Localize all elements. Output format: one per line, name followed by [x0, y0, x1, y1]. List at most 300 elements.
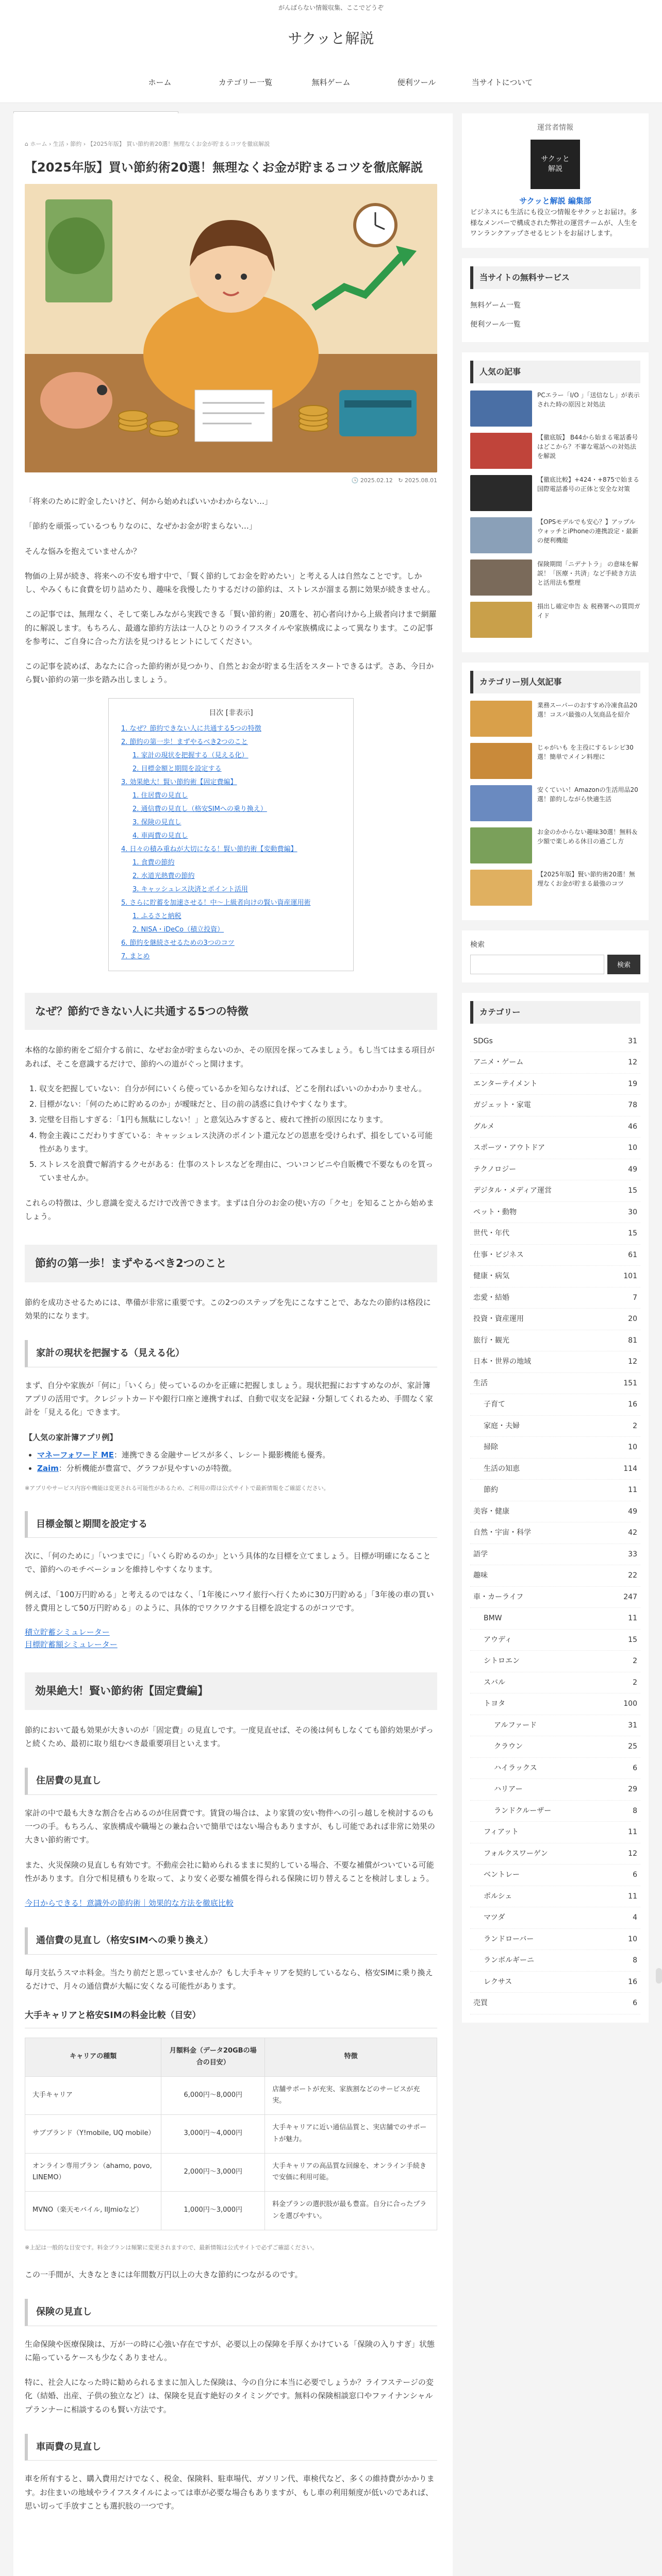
category-name: 世代・年代: [473, 1229, 509, 1238]
category-name: 自然・宇宙・科学: [473, 1529, 531, 1537]
category-name: ベントレー: [484, 1871, 520, 1879]
category-item[interactable]: [470, 1373, 640, 1395]
category-count: 8: [633, 1806, 637, 1815]
service-link[interactable]: 無料ゲーム一覧: [470, 301, 521, 310]
article-thumbnail: [470, 517, 532, 553]
toc-subitem: [133, 870, 341, 883]
scroll-to-top-handle[interactable]: [656, 1968, 662, 1984]
category-item[interactable]: [470, 1287, 640, 1309]
toc-subitem: [133, 762, 341, 776]
article-title: お金のかからない趣味30選！無料＆少額で楽しめる休日の過ごし方: [537, 828, 638, 845]
category-item[interactable]: [470, 1501, 640, 1523]
table-header-cell: キャリアの種類: [25, 2038, 161, 2077]
category-item[interactable]: [470, 1309, 640, 1330]
category-item[interactable]: [470, 1416, 640, 1437]
category-count: 30: [628, 1208, 637, 1216]
category-item[interactable]: [470, 1651, 640, 1672]
table-cell: 1,000円〜3,000円: [161, 2192, 265, 2230]
article-title: 安くていい！Amazonの生活用品20選！節約しながら快適生活: [537, 786, 638, 803]
category-item[interactable]: [470, 1202, 640, 1224]
category-item[interactable]: [470, 1822, 640, 1843]
paragraph: 「節約を頑張っているつもりなのに、なぜかお金が貯まらない…」: [25, 521, 257, 531]
category-count: 46: [628, 1122, 637, 1131]
category-item[interactable]: [470, 1565, 640, 1587]
article-thumbnail: [470, 785, 532, 821]
article-thumbnail: [470, 743, 532, 779]
toc-subitem: [133, 883, 341, 896]
feature-list: [25, 1082, 437, 1185]
category-count: 15: [628, 1187, 637, 1195]
category-item[interactable]: [470, 1031, 640, 1053]
nav-item[interactable]: ホーム: [148, 78, 172, 87]
category-item[interactable]: [470, 1116, 640, 1138]
popular-article[interactable]: [470, 560, 640, 596]
breadcrumb-item[interactable]: ホーム: [30, 141, 47, 147]
toc-item: [121, 896, 341, 937]
avatar: [531, 140, 580, 189]
table-title: 大手キャリアと格安SIMの料金比較（目安）: [25, 2008, 437, 2028]
paragraph: 本格的な節約術をご紹介する前に、なぜお金が貯まらないのか、その原因を探ってみましょう。もし当てはまる項目があれば、そこを意識するだけで、節約への道がぐっと開けます。: [25, 1045, 435, 1069]
table-header-cell: 特徴: [265, 2038, 437, 2077]
category-name: スポーツ・アウトドア: [473, 1144, 545, 1153]
paragraph: 毎月支払うスマホ料金。当たり前だと思っていませんか？もし大手キャリアを契約しているなら、格安SIMに乗り換えるだけで、月々の通信費が大幅に安くなる可能性があります。: [25, 1968, 433, 1991]
category-item[interactable]: [470, 1052, 640, 1074]
category-count: 247: [623, 1592, 637, 1601]
profile-name[interactable]: サクッと解説 編集部: [519, 196, 591, 206]
category-count: 29: [628, 1785, 637, 1794]
category-count: 81: [628, 1336, 637, 1345]
recommend-article[interactable]: [470, 743, 640, 779]
toc-subitem: [133, 789, 341, 803]
site-tagline: がんばらない情報収集、ここでどうぞ: [0, 0, 662, 15]
category-item[interactable]: [470, 1587, 640, 1608]
apps-note: ※アプリやサービス内容や機能は変更される可能性があるため、ご利用の際は公式サイトで最新情報をご確認ください。: [25, 1485, 329, 1492]
toc-item: [121, 722, 341, 736]
category-item[interactable]: [470, 1843, 640, 1865]
category-item[interactable]: [470, 1266, 640, 1287]
toc-link[interactable]: 1. なぜ？節約できない人に共通する5つの特徴: [121, 724, 261, 733]
table-row: [25, 2192, 437, 2230]
table-cell: 3,000円〜4,000円: [161, 2115, 265, 2154]
subsection-heading: 住居費の見直し: [25, 1768, 437, 1795]
profile-label: 運営者情報: [537, 124, 573, 132]
category-item[interactable]: [470, 1159, 640, 1181]
avatar-text: サクッと: [541, 155, 570, 164]
toc-link[interactable]: 1. ふるさと納税: [133, 912, 181, 920]
table-row: [25, 2115, 437, 2154]
table-cell: オンライン専用プラン（ahamo, povo, LINEMO）: [25, 2153, 161, 2192]
category-name: 節約: [484, 1486, 498, 1495]
toc-link[interactable]: 4. 日々の積み重ねが大切になる！賢い節約術【変動費編】: [121, 845, 297, 853]
article-title: PCエラー「I/O 」「送信なし」が表示された時の原因と対処法: [537, 392, 640, 409]
sidebar: [462, 113, 649, 2576]
category-name: マツダ: [484, 1913, 505, 1922]
category-item[interactable]: [470, 1993, 640, 2014]
article-title: 【徹底比較】+424・+875で始まる国際電話番号の正体と安全な対策: [537, 476, 639, 493]
categories-widget: [462, 993, 649, 2023]
paragraph: これらの特徴は、少し意識を変えるだけで改善できます。まずは自分のお金の使い方の「クセ」を知ることから始めましょう。: [25, 1198, 434, 1221]
section-heading: 節約の第一歩！まずやるべき2つのこと: [25, 1245, 437, 1282]
category-item[interactable]: [470, 1886, 640, 1908]
toc-link[interactable]: 6. 節約を継続させるための3つのコツ: [121, 939, 235, 947]
widget-heading: 人気の記事: [470, 361, 640, 383]
subsection-heading: 車両費の見直し: [25, 2434, 437, 2461]
toc-item: [121, 950, 341, 963]
category-count: 4: [633, 1913, 637, 1922]
category-item[interactable]: [470, 1245, 640, 1266]
category-item[interactable]: [470, 1138, 640, 1159]
category-name: 投資・資産運用: [473, 1315, 524, 1324]
recommend-article[interactable]: [470, 827, 640, 863]
list-item: 5. ストレスを浪費で解消するクセがある：仕事のストレスなどを理由に、ついコンビニや自販機で不要なものを買っていませんか。: [39, 1158, 437, 1185]
article-title: 業務スーパーのおすすめ冷凍食品20選！コスパ最強の人気商品を紹介: [537, 702, 638, 719]
category-count: 16: [628, 1400, 637, 1409]
global-nav: [0, 62, 662, 103]
avatar-text: 解説: [548, 164, 562, 173]
category-name: ランボルギーニ: [484, 1956, 534, 1965]
popular-article[interactable]: [470, 517, 640, 553]
category-item[interactable]: [470, 1394, 640, 1416]
toc-link[interactable]: 2. 通信費の見直し（格安SIMへの乗り換え）: [133, 805, 267, 813]
category-count: 100: [623, 1700, 637, 1708]
service-link[interactable]: 便利ツール一覧: [470, 320, 521, 329]
category-name: アウディ: [484, 1635, 512, 1644]
category-item[interactable]: [470, 1223, 640, 1245]
paragraph: そんな悩みを抱えていませんか？: [25, 546, 141, 556]
toc-link[interactable]: 5. さらに貯蓄を加速させる！中〜上級者向けの賢い資産運用術: [121, 899, 311, 907]
table-cell: 2,000円〜3,000円: [161, 2153, 265, 2192]
toc-link[interactable]: 3. キャッシュレス決済とポイント活用: [133, 885, 248, 893]
toc-link[interactable]: 7. まとめ: [121, 952, 150, 960]
category-count: 15: [628, 1229, 637, 1238]
category-item[interactable]: [470, 1758, 640, 1780]
category-item[interactable]: [470, 1459, 640, 1480]
category-name: トヨタ: [484, 1700, 505, 1708]
app-item: [37, 1448, 437, 1462]
paragraph: また、火災保険の見直しも有効です。不動産会社に勧められるままに契約している場合、不要な補償がついている可能性があります。自分で相見積もりを取って、より安く必要な補償を得られる保険に切り替えることを検討しましょう。: [25, 1860, 434, 1883]
recommend-article[interactable]: [470, 701, 640, 737]
category-item[interactable]: [470, 1095, 640, 1116]
widget-heading: カテゴリー: [470, 1001, 640, 1024]
paragraph: 節約において最も効果が大きいのが「固定費」の見直しです。一度見直せば、その後は何もしなくても節約効果がずっと続くため、最初に取り組むべき最重要項目といえます。: [25, 1725, 434, 1749]
popular-article[interactable]: [470, 391, 640, 427]
eyecatch-image: [25, 184, 437, 472]
table-note: ※上記は一般的な目安です。料金プランは頻繁に変更されますので、最新情報は公式サイトで必ずご確認ください。: [25, 2244, 318, 2251]
category-item[interactable]: [470, 1180, 640, 1202]
toc-subitem: [133, 749, 341, 762]
category-name: 趣味: [473, 1571, 488, 1580]
category-name: ハイラックス: [494, 1764, 537, 1772]
breadcrumb: [25, 139, 437, 149]
category-name: 恋愛・結婚: [473, 1293, 509, 1302]
popular-widget: [462, 352, 649, 652]
table-header-cell: 月額料金（データ20GBの場合の目安）: [161, 2038, 265, 2077]
category-count: 11: [628, 1828, 637, 1837]
profile-description: ビジネスにも生活にも役立つ情報をサクッとお届け。多様なメンバーで構成された弊社の運営チームが、人生をワンランクアップさせるヒントをお届けします。: [470, 208, 638, 238]
recommend-article[interactable]: [470, 785, 640, 821]
category-item[interactable]: [470, 1972, 640, 1993]
table-cell: サブブランド（Y!mobile, UQ mobile）: [25, 2115, 161, 2154]
category-count: 6: [633, 1871, 637, 1879]
list-item: 4. 物金主義にこだわりすぎている：キャッシュレス決済のポイント還元などの恩恵を受けられず、損をしている可能性があります。: [39, 1129, 437, 1156]
category-name: 売買: [473, 1999, 488, 2008]
category-count: 22: [628, 1571, 637, 1580]
nav-item[interactable]: 無料ゲーム: [311, 78, 351, 87]
paragraph: この記事を読めば、あなたに合った節約術が見つかり、自然とお金が貯まる生活をスタートできるはず。さあ、今日から賢い節約の第一歩を踏み出しましょう。: [25, 662, 434, 685]
category-count: 2: [633, 1421, 637, 1430]
subsection-heading: 通信費の見直し（格安SIMへの乗り換え）: [25, 1927, 437, 1955]
category-name: ペット・動物: [473, 1208, 517, 1216]
toc-subitem: [133, 829, 341, 843]
article-title: 【2025年版】買い節約術20選！無理なくお金が貯まるコツを徹底解説: [25, 160, 423, 175]
toc-link[interactable]: 2. 節約の第一歩！まずやるべき2つのこと: [121, 738, 248, 746]
article-thumbnail: [470, 701, 532, 737]
app-desc: ：連携できる金融サービスが多く、レシート撮影機能も優秀。: [113, 1450, 330, 1460]
toc-link[interactable]: 4. 車両費の見直し: [133, 832, 188, 840]
popular-article[interactable]: [470, 433, 640, 469]
app-item: [37, 1462, 437, 1475]
article-thumbnail: [470, 433, 532, 469]
main-article: [13, 113, 453, 2576]
category-count: 12: [628, 1058, 637, 1067]
category-item[interactable]: [470, 1330, 640, 1352]
paragraph: 次に、「何のために」「いつまでに」「いくら貯めるのか」という具体的な目標を立てましょう。目標が明確になることで、節約へのモチベーションを維持しやすくなります。: [25, 1551, 431, 1574]
paragraph: 車を所有すると、購入費用だけでなく、税金、保険料、駐車場代、ガソリン代、車検代など、多くの維持費がかかります。お住まいの地域やライフスタイルによっては車が必要な場合もありますが、もし車の利用頻度が低いのであれば、思い切って手放すことも選択肢の一つです。: [25, 2474, 435, 2511]
category-count: 11: [628, 1892, 637, 1901]
date-updated-icon: ↻: [398, 477, 403, 484]
category-name: ランドローバー: [484, 1935, 534, 1943]
popular-article[interactable]: [470, 602, 640, 638]
toc-title[interactable]: 目次 [非表示]: [209, 708, 253, 717]
category-name: 生活: [473, 1379, 488, 1387]
toc-subitem: [133, 910, 341, 923]
profile-widget: [462, 113, 649, 248]
category-item[interactable]: [470, 1865, 640, 1886]
article-title: 【OPSモデルでも安心？】アップルウォッチとiPhoneの連携設定・最新の便利機能: [537, 518, 639, 545]
category-name: ハリアー: [494, 1785, 523, 1794]
category-name: アルファード: [494, 1721, 537, 1730]
table-cell: 大手キャリアの高品質な回線を、オンライン手続きで安価に利用可能。: [265, 2153, 437, 2192]
category-name: クラウン: [494, 1742, 523, 1751]
category-count: 15: [628, 1635, 637, 1644]
category-name: 車・カーライフ: [473, 1592, 524, 1601]
list-item: 1. 収支を把握していない：自分が何にいくら使っているかを知らなければ、どこを削ればいいのかわかりません。: [39, 1082, 437, 1095]
toc-link[interactable]: 2. NISA・iDeCo（積立投資）: [133, 925, 224, 934]
article-title: じゃがいも を主役にするレシピ30選！簡単でメイン料理に: [537, 744, 634, 761]
paragraph: 節約を成功させるためには、準備が非常に重要です。この2つのステップを先にこなすことで、あなたの節約は格段に効果的になります。: [25, 1297, 431, 1321]
category-item[interactable]: [470, 1608, 640, 1630]
category-count: 19: [628, 1079, 637, 1088]
category-count: 49: [628, 1165, 637, 1174]
category-name: 生活の知恵: [484, 1464, 520, 1473]
category-item[interactable]: [470, 1522, 640, 1544]
category-count: 42: [628, 1529, 637, 1537]
nav-item[interactable]: 便利ツール: [397, 78, 436, 87]
article-title: 保険期間「ニデナトラ」 の意味を解説！「医療・共済」など手続き方法と活用法も整理: [537, 561, 638, 587]
search-label: 検索: [470, 941, 485, 950]
related-article-link[interactable]: 今日からできる！意識外の節約術｜効果的な方法を徹底比較: [25, 1899, 234, 1908]
date-posted: 2025.02.12: [360, 477, 393, 484]
date-updated: 2025.08.01: [405, 477, 437, 484]
category-name: 語学: [473, 1550, 488, 1558]
category-item[interactable]: [470, 1929, 640, 1951]
list-item: 2. 目標がない：「何のために貯めるのか」が曖昧だと、目の前の誘惑に負けやすくなります。: [39, 1097, 437, 1111]
paragraph: 生命保険や医療保険は、万が一の時に心強い存在ですが、必要以上の保障を手厚くかけている「保険の入りすぎ」状態に陥っているケースも少なくありません。: [25, 2339, 435, 2362]
table-row: [25, 2076, 437, 2115]
search-input[interactable]: [470, 955, 604, 974]
table-row: [25, 2153, 437, 2192]
category-name: 仕事・ビジネス: [473, 1250, 524, 1259]
category-name: アニメ・ゲーム: [473, 1058, 524, 1067]
table-cell: 店舗サポートが充実、家族割などのサービスが充実。: [265, 2076, 437, 2115]
breadcrumb-separator: ›: [47, 141, 53, 147]
paragraph: 家計の中で最も大きな割合を占めるのが住居費です。賃貸の場合は、より家賃の安い物件への引っ越しを検討するのも一つの手。もちろん、家族構成や職場との兼ね合いで簡単ではない場合もありますが、もし可能であれば非常に効果の大きい節約術です。: [25, 1808, 435, 1845]
article-title: 損出し確定申告 ＆ 税務署への質問ガイド: [537, 603, 640, 620]
toc-subitem: [133, 816, 341, 829]
subsection-heading: 保険の見直し: [25, 2299, 437, 2326]
category-count: 2: [633, 1678, 637, 1687]
toc-item: [121, 937, 341, 950]
recommend-widget: [462, 663, 649, 920]
category-item[interactable]: [470, 1074, 640, 1095]
category-name: 美容・健康: [473, 1507, 509, 1516]
category-item[interactable]: [470, 1779, 640, 1801]
toc-link[interactable]: 1. 家計の現状を把握する（見える化）: [133, 751, 249, 759]
category-name: フィアット: [484, 1828, 519, 1837]
category-item[interactable]: [470, 1480, 640, 1501]
category-item[interactable]: [470, 1693, 640, 1715]
breadcrumb-separator: ›: [64, 141, 71, 147]
breadcrumb-item: 【2025年版】 買い節約術20選！無理なくお金が貯まるコツを徹底解説: [87, 141, 270, 147]
popular-article[interactable]: [470, 475, 640, 511]
toc-link[interactable]: 3. 効果絶大！賢い節約術【固定費編】: [121, 778, 237, 786]
subsection-heading: 目標金額と期間を設定する: [25, 1511, 437, 1538]
table-of-contents: [108, 698, 354, 971]
recommend-article[interactable]: [470, 870, 640, 906]
breadcrumb-item[interactable]: 生活: [53, 141, 64, 147]
article-intro: [25, 495, 437, 687]
category-name: エンターテイメント: [473, 1079, 538, 1088]
toc-subitem: [133, 803, 341, 816]
category-item[interactable]: [470, 1736, 640, 1758]
category-count: 49: [628, 1507, 637, 1516]
eyecatch-illustration: [25, 184, 437, 472]
subsection-heading: 家計の現状を把握する（見える化）: [25, 1340, 437, 1367]
category-count: 101: [623, 1272, 637, 1281]
category-item[interactable]: [470, 1544, 640, 1566]
category-name: レクサス: [484, 1977, 512, 1986]
category-name: 健康・病気: [473, 1272, 509, 1281]
toc-link[interactable]: 1. 住居費の見直し: [133, 791, 188, 800]
category-count: 11: [628, 1486, 637, 1495]
toc-subitem: [133, 856, 341, 870]
category-item[interactable]: [470, 1630, 640, 1651]
article-thumbnail: [470, 870, 532, 906]
category-name: 日本・世界の地域: [473, 1358, 531, 1366]
category-count: 2: [633, 1657, 637, 1666]
table-cell: 大手キャリア: [25, 2076, 161, 2115]
category-name: グルメ: [473, 1122, 495, 1131]
content-wrapper: [13, 113, 649, 2576]
category-count: 31: [628, 1721, 637, 1730]
date-posted-icon: 🕓: [351, 477, 359, 484]
category-count: 16: [628, 1977, 637, 1986]
category-count: 10: [628, 1935, 637, 1943]
toc-link[interactable]: 1. 食費の節約: [133, 858, 175, 867]
section-heading: 効果絶大！賢い節約術【固定費編】: [25, 1672, 437, 1710]
category-count: 7: [633, 1293, 637, 1302]
article-thumbnail: [470, 391, 532, 427]
search-button[interactable]: 検索: [607, 955, 640, 974]
category-count: 10: [628, 1443, 637, 1452]
app-link[interactable]: Zaim: [37, 1464, 59, 1473]
paragraph: 物価の上昇が続き、将来への不安も増す中で、「賢く節約してお金を貯めたい」と考える人は自然なことです。しかし、やみくもに食費を切り詰めたり、趣味を我慢したりするだけの節約は、ストレスが溜まる割に効果が続きません。: [25, 571, 435, 595]
comparison-table: [25, 2038, 437, 2230]
article-thumbnail: [470, 560, 532, 596]
table-cell: 大手キャリアに近い通信品質と、実店舗でのサポートが魅力。: [265, 2115, 437, 2154]
category-name: ガジェット・家電: [473, 1101, 531, 1110]
nav-item[interactable]: カテゴリー一覧: [218, 78, 273, 87]
article-thumbnail: [470, 475, 532, 511]
category-count: 33: [628, 1550, 637, 1558]
category-count: 25: [628, 1742, 637, 1751]
toc-link[interactable]: 2. 目標金額と期間を設定する: [133, 765, 222, 773]
category-item[interactable]: [470, 1950, 640, 1972]
category-count: 114: [623, 1464, 637, 1473]
breadcrumb-item[interactable]: 節約: [70, 141, 82, 147]
category-item[interactable]: [470, 1907, 640, 1929]
nav-item[interactable]: 当サイトについて: [471, 78, 533, 87]
paragraph: 「将来のために貯金したいけど、何から始めればいいかわからない…」: [25, 497, 273, 506]
toc-subitem: [133, 923, 341, 937]
category-item[interactable]: [470, 1801, 640, 1822]
category-count: 6: [633, 1999, 637, 2008]
article-title: 【徹底版】 B44から始まる電話番号はどこから？不審な電話への対処法を解説: [537, 434, 638, 460]
simulator-link[interactable]: 積立貯蓄シミュレーター: [25, 1628, 110, 1637]
widget-heading: 当サイトの無料サービス: [470, 266, 640, 289]
category-count: 20: [628, 1315, 637, 1324]
category-name: ポルシェ: [484, 1892, 512, 1901]
search-widget: [462, 930, 649, 982]
category-item[interactable]: [470, 1672, 640, 1694]
toc-item: [121, 843, 341, 896]
category-item[interactable]: [470, 1437, 640, 1459]
category-name: 家庭・夫婦: [484, 1421, 520, 1430]
list-item: 3. 完璧を目指しすぎる：「1円も無駄にしない！」と意気込みすぎると、疲れて挫折の原因になります。: [39, 1113, 437, 1126]
breadcrumb-separator: ›: [81, 141, 88, 147]
category-name: 掃除: [484, 1443, 498, 1452]
article-thumbnail: [470, 827, 532, 863]
table-cell: MVNO（楽天モバイル, IIJmioなど）: [25, 2192, 161, 2230]
category-count: 12: [628, 1849, 637, 1858]
app-desc: ：分析機能が豊富で、グラフが見やすいのが特徴。: [58, 1464, 237, 1473]
category-name: フォルクスワーゲン: [484, 1849, 548, 1858]
category-item[interactable]: [470, 1351, 640, 1373]
site-title[interactable]: サクッと解説: [0, 15, 662, 62]
category-item[interactable]: [470, 1715, 640, 1737]
category-name: シトロエン: [484, 1657, 520, 1666]
post-dates: [25, 476, 437, 485]
app-link[interactable]: マネーフォワード ME: [37, 1450, 114, 1460]
section-heading: なぜ？節約できない人に共通する5つの特徴: [25, 993, 437, 1030]
simulator-link[interactable]: 目標貯蓄額シミュレーター: [25, 1640, 118, 1650]
category-name: スバル: [484, 1678, 505, 1687]
toc-link[interactable]: 2. 水道光熱費の節約: [133, 872, 195, 880]
article-thumbnail: [470, 602, 532, 638]
category-count: 10: [628, 1144, 637, 1153]
paragraph: 特に、社会人になった時に勧められるままに加入した保険は、今の自分に本当に必要でしょうか？ライフステージの変化（結婚、出産、子供の独立など）は、保険を見直す絶好のタイミングです。無料の保険相談窓口やファイナンシャルプランナーに相談するのも賢い方法です。: [25, 2378, 434, 2414]
toc-link[interactable]: 3. 保険の見直し: [133, 818, 181, 826]
